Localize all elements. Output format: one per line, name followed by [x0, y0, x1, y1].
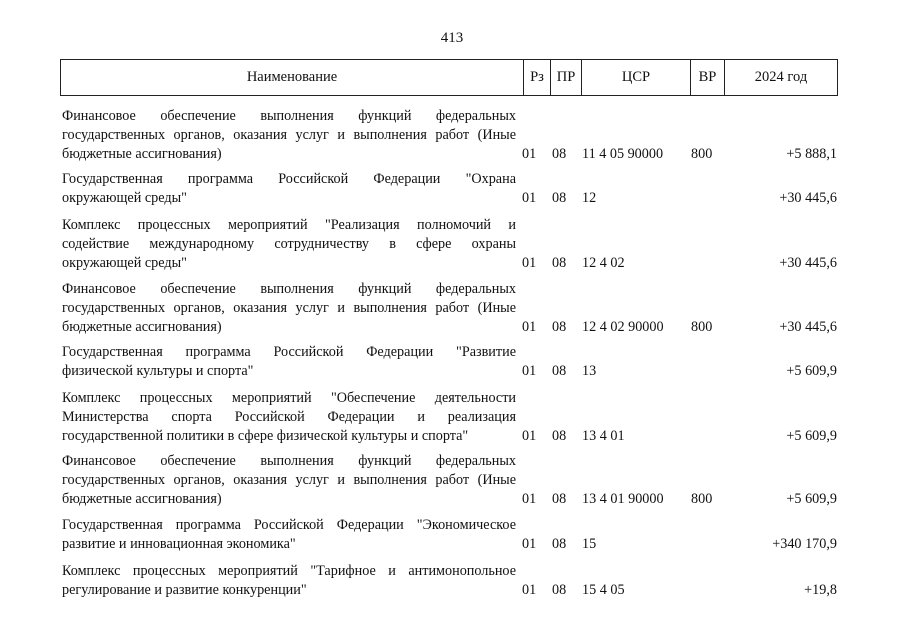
table-header [60, 59, 838, 96]
row-pr: 08 [552, 490, 567, 507]
header-pr: ПР [556, 69, 576, 85]
header-name: Наименование [246, 69, 338, 85]
header-year: 2024 год [754, 69, 808, 85]
row-name [62, 516, 516, 554]
row-name-line: Комплекс процессных мероприятий "Обеспечение деятельности [62, 390, 516, 406]
row-csr: 12 4 02 90000 [582, 318, 664, 335]
row-name-line: Государственная программа Российской Федерации "Экономическое [62, 517, 516, 533]
row-csr: 11 4 05 90000 [582, 145, 664, 162]
row-name-line: Финансовое обеспечение выполнения функций федеральных [62, 453, 516, 469]
row-name [62, 107, 516, 163]
row-name-line: государственных органов, оказания услуг и выполнения работ (Иные [62, 126, 516, 143]
row-name-line: Финансовое обеспечение выполнения функций федеральных [62, 281, 516, 297]
row-pr: 08 [552, 535, 567, 552]
row-name [62, 280, 516, 336]
row-amount: +30 445,6 [779, 318, 837, 335]
row-name-line: Государственная программа Российской Федерации "Развитие [62, 344, 516, 360]
row-rz: 01 [522, 427, 537, 444]
row-amount: +340 170,9 [772, 535, 837, 552]
row-vr: 800 [691, 145, 713, 162]
row-pr: 08 [552, 362, 567, 379]
row-name [62, 452, 516, 508]
row-rz: 01 [522, 535, 537, 552]
row-name [62, 216, 516, 272]
row-rz: 01 [522, 189, 537, 206]
row-name-line: бюджетные ассигнования) [62, 145, 222, 162]
row-pr: 08 [552, 318, 567, 335]
row-pr: 08 [552, 427, 567, 444]
row-name-line: окружающей среды" [62, 254, 187, 271]
header-csr: ЦСР [621, 69, 651, 85]
row-csr: 12 4 02 [582, 254, 625, 271]
row-rz: 01 [522, 254, 537, 271]
row-amount: +30 445,6 [779, 189, 837, 206]
row-name-line: Государственная программа Российской Федерации "Охрана [62, 171, 516, 187]
row-name-line: окружающей среды" [62, 189, 187, 206]
row-amount: +5 888,1 [786, 145, 837, 162]
row-name-line: Комплекс процессных мероприятий "Реализация полномочий и [62, 217, 516, 233]
row-name-line: государственной политики в сфере физической культуры и спорта" [62, 427, 469, 444]
row-name-line: государственных органов, оказания услуг и выполнения работ (Иные [62, 471, 516, 488]
row-rz: 01 [522, 490, 537, 507]
row-name-line: Министерства спорта Российской Федерации и реализация [62, 408, 516, 425]
row-amount: +19,8 [804, 581, 837, 598]
row-csr: 15 [582, 535, 597, 552]
row-name-line: регулирование и развитие конкуренции" [62, 581, 307, 598]
row-amount: +5 609,9 [786, 362, 837, 379]
row-name-line: физической культуры и спорта" [62, 362, 254, 379]
row-name-line: Финансовое обеспечение выполнения функций федеральных [62, 108, 516, 124]
row-amount: +30 445,6 [779, 254, 837, 271]
row-pr: 08 [552, 581, 567, 598]
row-name [62, 343, 516, 381]
row-name-line: государственных органов, оказания услуг и выполнения работ (Иные [62, 299, 516, 316]
row-rz: 01 [522, 581, 537, 598]
row-vr: 800 [691, 318, 713, 335]
row-name-line: содействие международному сотрудничеству в сфере охраны [62, 235, 516, 252]
row-pr: 08 [552, 254, 567, 271]
row-name [62, 389, 516, 445]
row-vr: 800 [691, 490, 713, 507]
row-rz: 01 [522, 318, 537, 335]
row-name [62, 562, 516, 600]
row-name-line: бюджетные ассигнования) [62, 490, 222, 507]
row-name [62, 170, 516, 208]
row-amount: +5 609,9 [786, 490, 837, 507]
header-vr: ВР [698, 69, 717, 85]
row-csr: 13 4 01 90000 [582, 490, 664, 507]
row-csr: 15 4 05 [582, 581, 625, 598]
row-rz: 01 [522, 145, 537, 162]
row-rz: 01 [522, 362, 537, 379]
row-pr: 08 [552, 189, 567, 206]
row-name-line: развитие и инновационная экономика" [62, 535, 296, 552]
row-amount: +5 609,9 [786, 427, 837, 444]
row-csr: 13 4 01 [582, 427, 625, 444]
row-pr: 08 [552, 145, 567, 162]
row-csr: 12 [582, 189, 597, 206]
row-csr: 13 [582, 362, 597, 379]
page-number: 413 [440, 30, 464, 46]
row-name-line: Комплекс процессных мероприятий "Тарифное и антимонопольное [62, 563, 516, 579]
header-rz: Рз [530, 69, 544, 85]
row-name-line: бюджетные ассигнования) [62, 318, 222, 335]
